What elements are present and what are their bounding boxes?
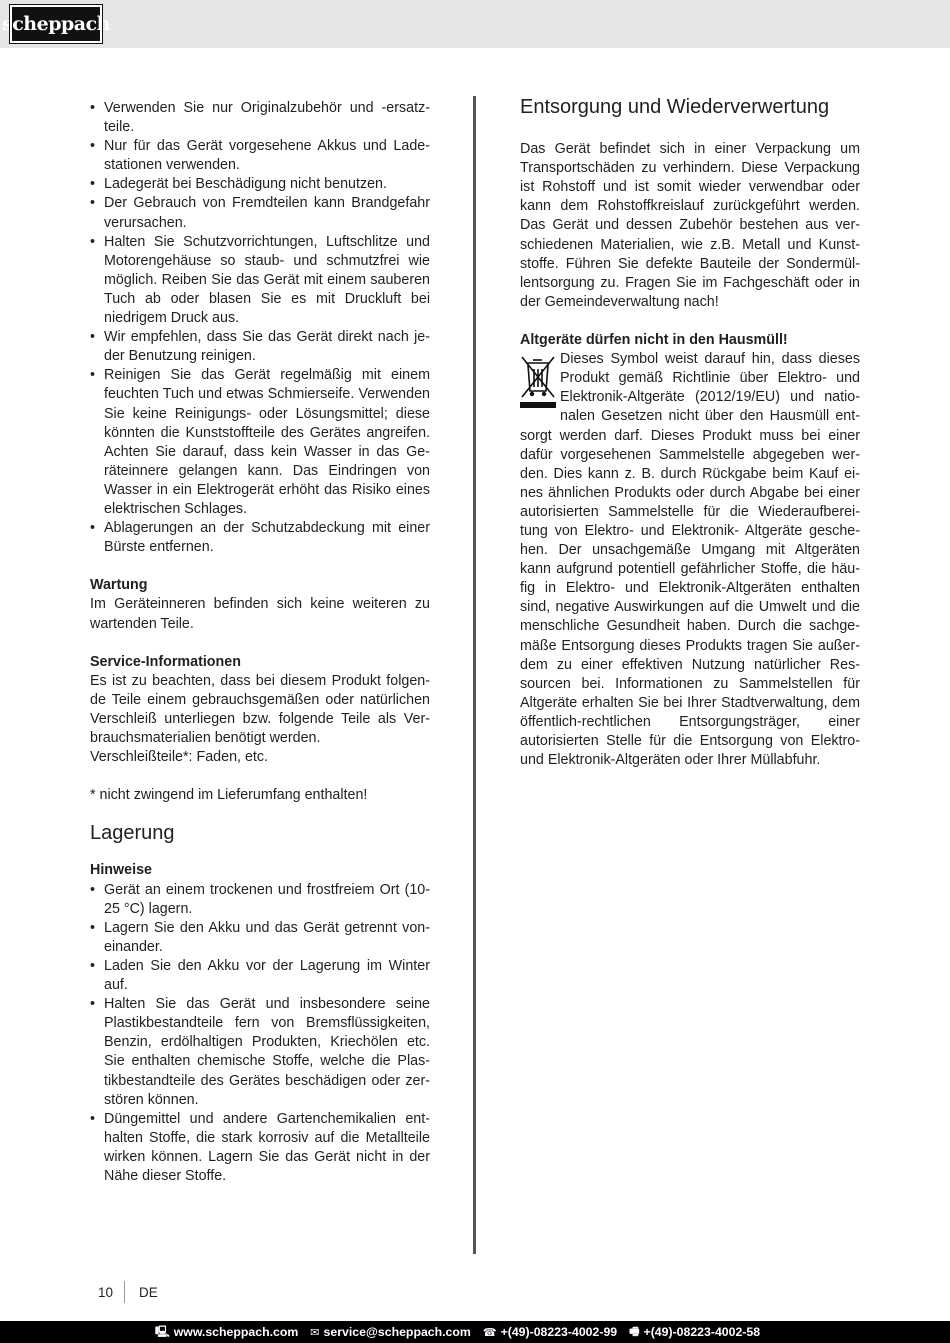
hinweise-heading: Hinweise — [90, 862, 152, 879]
email-link[interactable]: service@scheppach.com — [323, 1325, 471, 1339]
header-bar — [0, 0, 950, 48]
wartung-heading: Wartung — [90, 577, 148, 594]
list-item: • Reinigen Sie das Gerät regelmäßig mit einem feuchten Tuch und etwas Schmierseife. Verwenden Sie keine Reinigungs- oder Lösungsmittel; diese könnten die Kunststoffteile des Gerätes angreifen. Achten Sie darauf, dass kein Wasser in das Geräteinnere gelangen kann. Das Eindringen von Wasser in ein Elektrogerät erhöht das Risiko eines elektrischen Schlages. — [90, 366, 430, 519]
page-footer — [98, 1281, 158, 1303]
service-footnote: * nicht zwingend im Lieferumfang enthalten! — [90, 787, 368, 804]
list-item: • Wir empfehlen, dass Sie das Gerät direkt nach jeder Benutzung reinigen. — [90, 328, 430, 366]
list-item: • Halten Sie Schutzvorrichtungen, Luftschlitze und Motorengehäuse so staub- und schmutzfrei wie möglich. Reiben Sie das Gerät mit einem sauberen Tuch ab oder blasen Sie es mit Druckluft bei niedrigem Druck aus. — [90, 233, 430, 328]
language-code: DE — [139, 1284, 158, 1300]
email-item[interactable] — [310, 1325, 471, 1339]
service-heading: Service-Informationen — [90, 653, 241, 670]
wartung-text: Im Geräteinneren befinden sich keine weiteren zu wartenden Teile. — [90, 596, 430, 632]
scheppach-logo — [2, 5, 110, 43]
disposal-title: Entsorgung und Wiederverwertung — [520, 96, 830, 118]
column-divider — [473, 96, 476, 1254]
right-column — [520, 93, 860, 770]
list-item: • Nur für das Gerät vorgesehene Akkus und Ladestationen verwenden. — [90, 137, 430, 175]
disposal-intro: Das Gerät befindet sich in einer Verpackung um Transportschäden zu verhindern. Diese Verpackung ist Rohstoff und ist somit wieder verwendbar oder kann dem Rohstoffkreislauf zurückgeführt werden. Das Gerät und dessen Zubehör bestehen aus verschiedenen Materialien, wie z.B. Metall und Kunststoffe. Führen Sie defekte Bauteile der Sondermüllentsorgung zu. Fragen Sie im Fachgeschäft oder in der Gemeindeverwaltung nach! — [520, 141, 860, 310]
list-item: • Verwenden Sie nur Originalzubehör und -ersatzteile. — [90, 99, 430, 137]
computer-icon: 🖳 — [155, 1324, 170, 1338]
weee-text: Dieses Symbol weist darauf hin, dass dieses Produkt gemäß Richtlinie über Elektro- und Elektronik-Altgeräte (2012/19/EU) und nationalen Gesetzen nicht über den Hausmüll entsorgt werden darf. Dieses Produkt muss bei einer dafür vorgesehenen Sammelstelle abgegeben werden. Dies kann z. B. durch Rückgabe beim Kauf eines ähnlichen Produkts oder durch Abgabe bei einer autorisierten Sammelstelle für die Wiederaufbereitung von Elektro- und Elektronik- Altgeräte geschehen. Der unsachgemäße Umgang mit Altgeräten kann aufgrund potentiell gefährlicher Stoffe, die häufig in Elektro- und Elektronik-Altgeräten enthalten sind, negative Auswirkungen auf die Umwelt und die menschliche Gesundheit haben. Durch die sachgemäße Entsorgung dieses Produkts tragen Sie außerdem zu einer effektiven Nutzung natürlicher Ressourcen bei. Informationen zu Sammelstellen für Altgeräte erhalten Sie bei Ihrer Stadtverwaltung, dem öffentlich-rechtlichen Entsorgungsträger, einer autorisierten Stelle für die Entsorgung von Elektro- und Elektronik-Altgeräten oder Ihrer Müllabfuhr. — [520, 351, 860, 769]
fax-number: +(49)-08223-4002-58 — [643, 1325, 761, 1339]
care-bullet-list — [90, 99, 430, 557]
phone-item — [483, 1325, 617, 1339]
contact-bar — [0, 1321, 950, 1343]
list-item: • Gerät an einem trockenen und frostfreiem Ort (10-25 °C) lagern. — [90, 881, 430, 919]
footer-divider — [124, 1281, 125, 1303]
left-column — [90, 99, 430, 1186]
lagerung-title: Lagerung — [90, 822, 175, 845]
storage-bullet-list — [90, 881, 430, 1187]
fax-icon: 🖷 — [629, 1324, 640, 1338]
website-item[interactable] — [155, 1323, 298, 1342]
mail-icon: ✉ — [310, 1325, 320, 1339]
phone-number: +(49)-08223-4002-99 — [500, 1325, 618, 1339]
crossed-bin-icon — [520, 353, 560, 415]
list-item: • Lagern Sie den Akku und das Gerät getrennt voneinander. — [90, 919, 430, 957]
weee-heading: Altgeräte dürfen nicht in den Hausmüll! — [520, 332, 788, 349]
list-item: • Düngemittel und andere Gartenchemikalien enthalten Stoffe, die stark korrosiv auf die Metallteile wirken können. Lagern Sie das Gerät nicht in der Nähe dieser Stoffe. — [90, 1110, 430, 1186]
website-link[interactable]: www.scheppach.com — [173, 1325, 299, 1339]
logo-text: scheppach — [2, 13, 110, 35]
fax-item — [629, 1323, 760, 1342]
list-item: • Ladegerät bei Beschädigung nicht benutzen. — [90, 175, 430, 194]
list-item: • Halten Sie das Gerät und insbesondere seine Plastikbestandteile fern von Bremsflüssigkeiten, Benzin, erdölhaltigen Produkten, Kriechölen etc. Sie enthalten chemische Stoffe, welche die Plastikbestandteile des Gerätes beschädigen oder zerstören können. — [90, 995, 430, 1110]
list-item: • Der Gebrauch von Fremdteilen kann Brandgefahr verursachen. — [90, 194, 430, 232]
list-item: • Ablagerungen an der Schutzabdeckung mit einer Bürste entfernen. — [90, 519, 430, 557]
list-item: • Laden Sie den Akku vor der Lagerung im Winter auf. — [90, 957, 430, 995]
service-text: Es ist zu beachten, dass bei diesem Produkt folgende Teile einem gebrauchsgemäßen oder natürlichen Verschleiß unterliegen bzw. folgende Teile als Verbrauchsmaterialien benötigt werden. — [90, 672, 430, 747]
page-number: 10 — [98, 1284, 114, 1300]
service-wear-parts: Verschleißteile*: Faden, etc. — [90, 749, 269, 766]
phone-icon: ☎ — [482, 1325, 497, 1339]
